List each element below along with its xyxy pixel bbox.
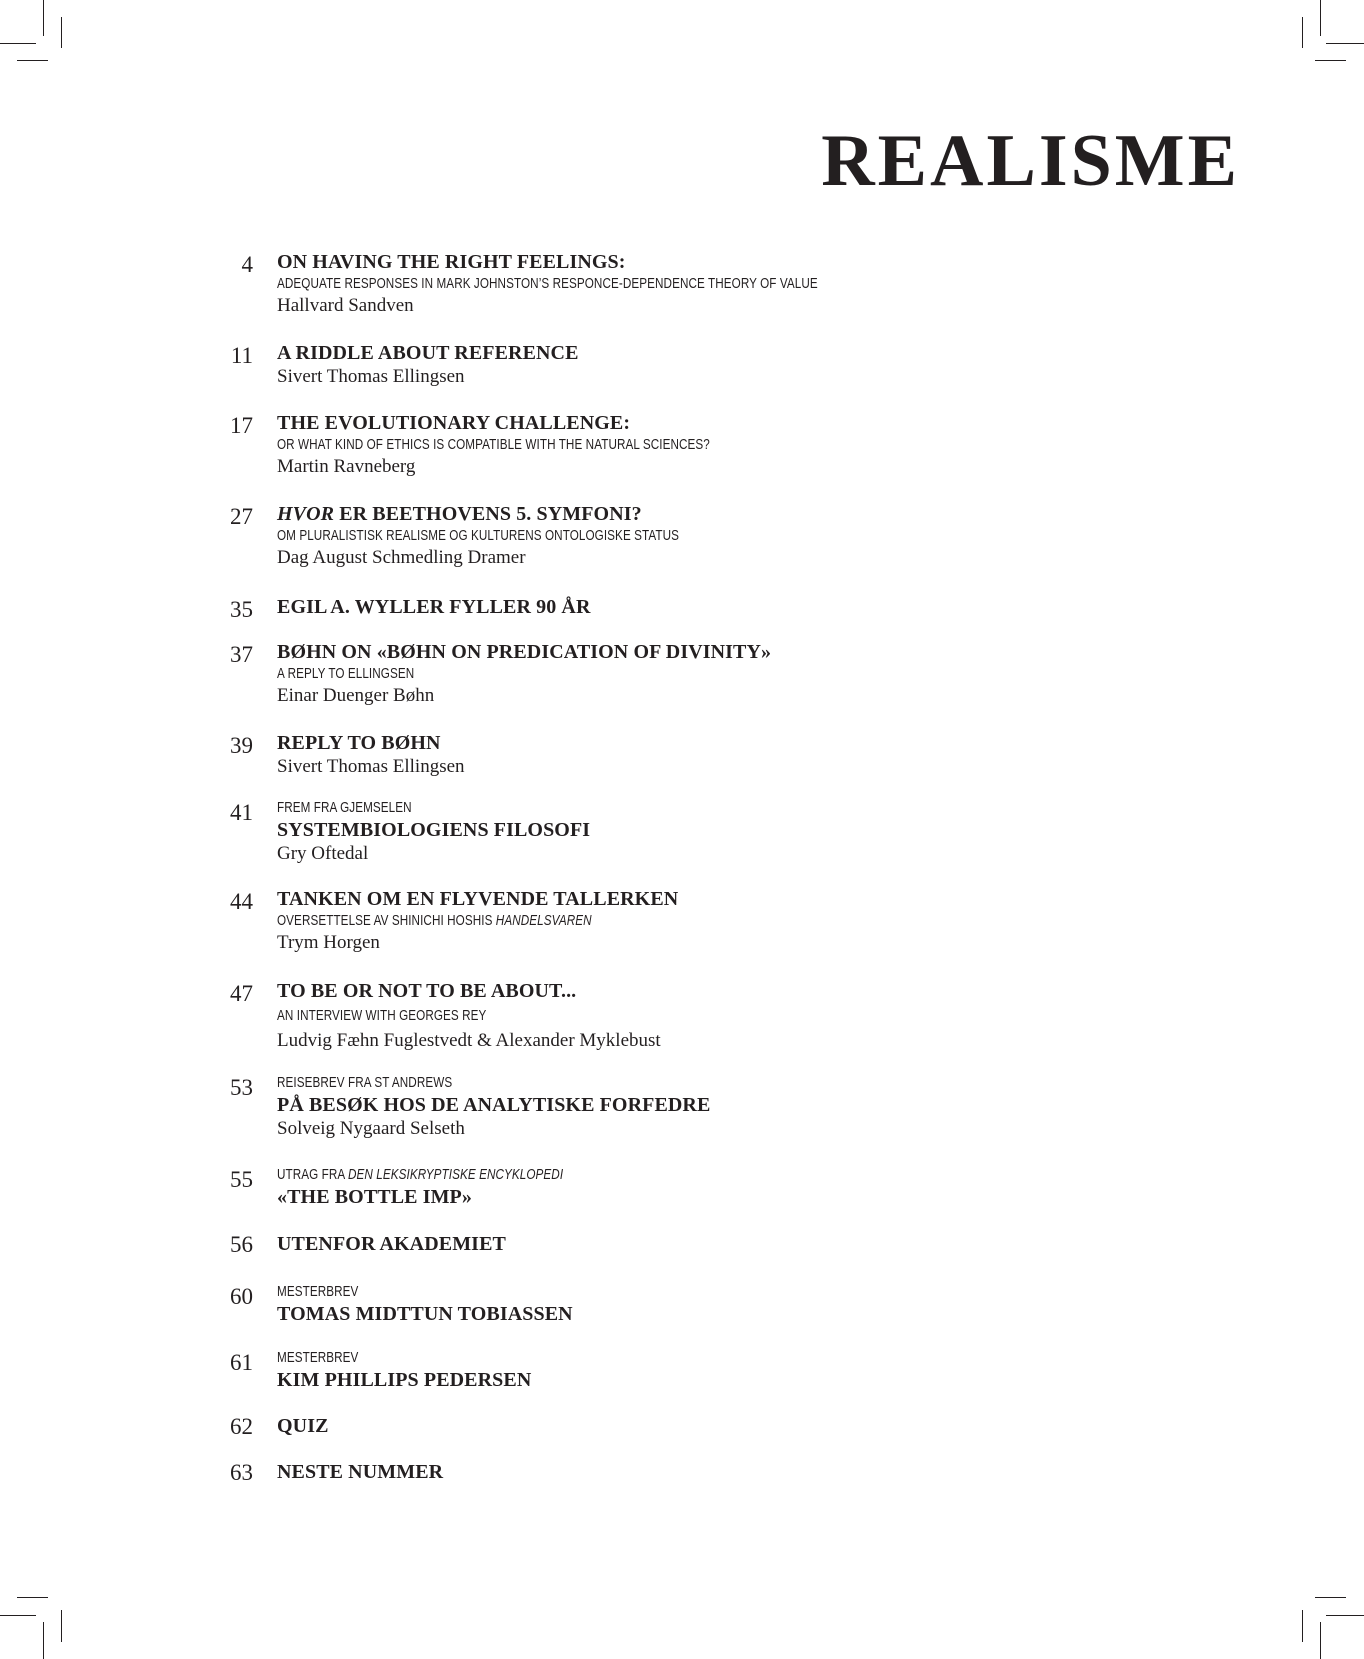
entry-subtitle: OM PLURALISTISK REALISME OG KULTURENS ONTOLOGISKE STATUS (277, 527, 680, 544)
crop-mark-top-left-outer-vertical (43, 0, 44, 36)
entry-kicker-text: UTRAG FRA (277, 1166, 348, 1183)
entry-author: Sivert Thomas Ellingsen (277, 756, 465, 777)
crop-mark-top-left-inner-horizontal (17, 60, 48, 61)
page-number: 62 (230, 1414, 253, 1439)
entry-author: Trym Horgen (277, 932, 380, 953)
entry-subtitle: ADEQUATE RESPONSES IN MARK JOHNSTON’S RESPONCE-DEPENDENCE THEORY OF VALUE (277, 275, 818, 292)
entry-title-italic: HVOR (277, 503, 335, 525)
page-number: 56 (230, 1232, 253, 1257)
entry-author: Dag August Schmedling Dramer (277, 547, 526, 568)
entry-author: Martin Ravneberg (277, 456, 416, 477)
entry-subtitle: A REPLY TO ELLINGSEN (277, 665, 415, 682)
entry-title: EGIL A. WYLLER FYLLER 90 ÅR (277, 596, 591, 618)
toc-entry[interactable] (200, 1282, 573, 1326)
entry-subtitle-text: OVERSETTELSE AV SHINICHI HOSHIS (277, 912, 496, 929)
entry-kicker: MESTERBREV (277, 1349, 359, 1366)
page-title: REALISME (821, 120, 1240, 202)
entry-title: THE EVOLUTIONARY CHALLENGE: (277, 412, 631, 434)
toc-entry[interactable] (200, 731, 465, 778)
toc-entry[interactable] (200, 798, 590, 865)
crop-mark-bottom-left-inner-vertical (61, 1610, 62, 1642)
entry-author: Einar Duenger Bøhn (277, 685, 435, 706)
crop-mark-bottom-right-outer-vertical (1320, 1622, 1321, 1659)
entry-title: TOMAS MIDTTUN TOBIASSEN (277, 1303, 573, 1325)
entry-title: A RIDDLE ABOUT REFERENCE (277, 342, 579, 364)
page-number: 41 (230, 800, 253, 825)
entry-subtitle: AN INTERVIEW WITH GEORGES REY (277, 1007, 487, 1024)
crop-mark-top-right-outer-vertical (1320, 0, 1321, 36)
entry-title: UTENFOR AKADEMIET (277, 1233, 506, 1255)
crop-mark-bottom-left-outer-vertical (43, 1622, 44, 1659)
entry-title: SYSTEMBIOLOGIENS FILOSOFI (277, 819, 591, 841)
entry-title-rest: ER BEETHOVENS 5. SYMFONI? (334, 503, 642, 525)
crop-mark-top-left-inner-vertical (61, 17, 62, 48)
page-number: 39 (230, 733, 253, 758)
toc-entry[interactable] (200, 1073, 710, 1140)
entry-kicker: MESTERBREV (277, 1283, 359, 1300)
toc-entry[interactable] (200, 411, 832, 478)
toc-entry[interactable] (200, 979, 661, 1054)
page-number: 55 (230, 1167, 253, 1192)
toc-entry[interactable] (200, 595, 591, 622)
entry-title (277, 502, 792, 526)
toc-entry[interactable] (200, 1165, 644, 1209)
crop-mark-top-right-inner-vertical (1302, 17, 1303, 48)
crop-mark-bottom-right-outer-horizontal (1326, 1615, 1364, 1616)
crop-mark-top-right-outer-horizontal (1326, 43, 1364, 44)
page-number: 4 (241, 252, 253, 277)
toc-entry[interactable] (200, 1458, 443, 1484)
page-number: 35 (230, 597, 253, 622)
toc-entry[interactable] (200, 1348, 531, 1392)
entry-title: NESTE NUMMER (277, 1461, 444, 1483)
page-number: 44 (230, 889, 253, 914)
entry-author: Solveig Nygaard Selseth (277, 1118, 465, 1139)
toc-entry[interactable] (200, 887, 680, 954)
entry-title: BØHN ON «BØHN ON PREDICATION OF DIVINITY» (277, 641, 772, 663)
entry-title: ON HAVING THE RIGHT FEELINGS: (277, 251, 626, 273)
page-number: 61 (230, 1350, 253, 1375)
toc-entry[interactable] (200, 502, 792, 569)
page-number: 53 (230, 1075, 253, 1100)
entry-author: Hallvard Sandven (277, 295, 414, 316)
entry-author: Gry Oftedal (277, 843, 369, 864)
crop-mark-top-left-outer-horizontal (0, 43, 36, 44)
toc-entry[interactable] (200, 341, 579, 388)
entry-subtitle-italic: HANDELSVAREN (495, 912, 592, 929)
page-number: 60 (230, 1284, 253, 1309)
entry-subtitle: OR WHAT KIND OF ETHICS IS COMPATIBLE WITH THE NATURAL SCIENCES? (277, 436, 710, 453)
toc-entry[interactable] (200, 1412, 329, 1438)
page-number: 47 (230, 981, 253, 1006)
page-number: 37 (230, 642, 253, 667)
crop-mark-bottom-left-inner-horizontal (17, 1597, 48, 1598)
entry-kicker-italic: DEN LEKSIKRYPTISKE ENCYKLOPEDI (347, 1166, 564, 1183)
entry-title: QUIZ (277, 1415, 329, 1437)
toc-entry[interactable] (200, 250, 970, 317)
page-number: 63 (230, 1460, 253, 1485)
entry-title: TO BE OR NOT TO BE ABOUT... (277, 980, 577, 1002)
toc-entry[interactable] (200, 640, 771, 707)
entry-title: TANKEN OM EN FLYVENDE TALLERKEN (277, 888, 679, 910)
crop-mark-bottom-right-inner-horizontal (1315, 1597, 1346, 1598)
crop-mark-top-right-inner-horizontal (1315, 60, 1346, 61)
entry-title: KIM PHILLIPS PEDERSEN (277, 1369, 532, 1391)
entry-kicker (277, 1165, 563, 1185)
crop-mark-bottom-left-outer-horizontal (0, 1615, 36, 1616)
page-number: 27 (230, 504, 253, 529)
entry-author: Ludvig Fæhn Fuglestvedt & Alexander Myklebust (277, 1030, 661, 1051)
page-number: 11 (230, 343, 253, 368)
entry-title: PÅ BESØK HOS DE ANALYTISKE FORFEDRE (277, 1094, 711, 1116)
entry-kicker: REISEBREV FRA ST ANDREWS (277, 1074, 453, 1091)
crop-mark-bottom-right-inner-vertical (1302, 1610, 1303, 1642)
page-number: 17 (230, 413, 253, 438)
toc-entry[interactable] (200, 1230, 506, 1256)
entry-title: REPLY TO BØHN (277, 732, 441, 754)
entry-title: «THE BOTTLE IMP» (277, 1186, 472, 1208)
entry-author: Sivert Thomas Ellingsen (277, 366, 465, 387)
entry-kicker: FREM FRA GJEMSELEN (277, 799, 412, 816)
entry-subtitle (277, 911, 592, 931)
